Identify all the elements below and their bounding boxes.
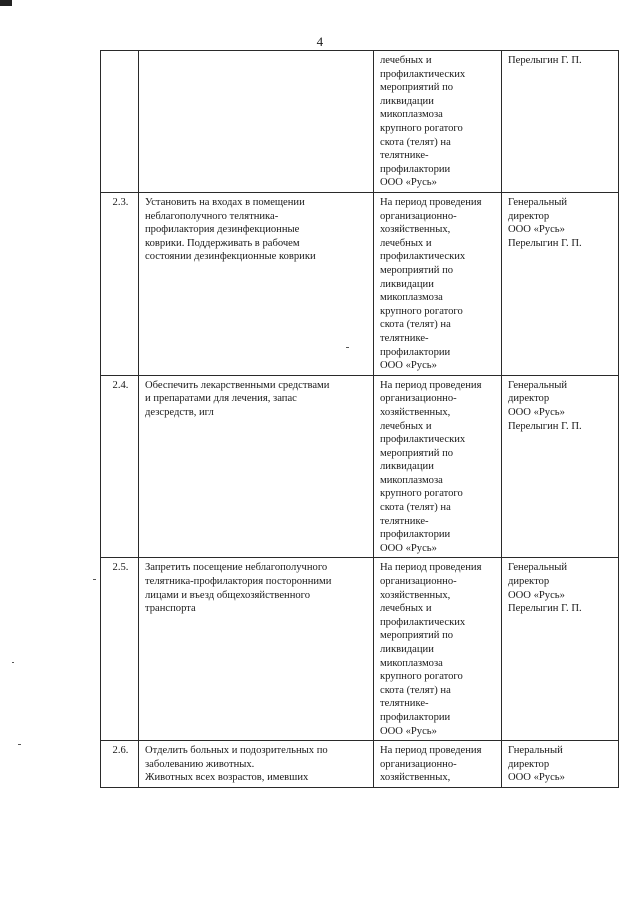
responsible-cell-line: ООО «Русь»: [508, 224, 565, 236]
term-cell-line: ликвидации: [380, 461, 434, 473]
term-cell-line: профилактории: [380, 163, 451, 175]
term-cell-line: телятнике-: [380, 515, 429, 527]
term-cell-line: крупного рогатого: [380, 671, 463, 683]
term-cell-line: профилактории: [380, 711, 451, 723]
responsible-cell-line: Перелыгин Г. П.: [508, 55, 582, 66]
responsible-cell: [502, 741, 619, 788]
term-cell-line: телятнике-: [380, 332, 429, 344]
term-cell: [374, 558, 502, 741]
responsible-cell-line: Генеральный: [508, 379, 568, 391]
term-cell-line: скота (телят) на: [380, 502, 451, 514]
term-cell-line: ликвидации: [380, 644, 434, 655]
term-cell-line: микоплазмоза: [380, 292, 443, 304]
action-cell-line: Установить на входах в помещении: [145, 197, 305, 208]
action-cell-line: лицами и въезд общехозяйственного: [145, 589, 311, 601]
responsible-cell-line: Гнеральный: [508, 745, 563, 757]
responsible-cell-line: Перелыгин Г. П.: [508, 603, 582, 615]
action-cell-line: Обеспечить лекарственными средствами: [145, 379, 330, 391]
responsible-cell: [502, 375, 619, 558]
responsible-cell-line: директор: [508, 576, 550, 588]
table-row: [101, 51, 619, 193]
term-cell-line: хозяйственных,: [380, 772, 451, 784]
table-row: [101, 741, 619, 788]
action-cell-line: Запретить посещение неблагополучного: [145, 562, 328, 574]
action-cell: [139, 193, 374, 376]
action-cell: [139, 558, 374, 741]
table-row: [101, 193, 619, 376]
term-cell-line: организационно-: [380, 210, 457, 222]
term-cell-line: хозяйственных,: [380, 589, 451, 601]
action-cell: [139, 741, 374, 788]
responsible-cell-line: Перелыгин Г. П.: [508, 237, 582, 249]
scan-speck: [93, 579, 96, 580]
term-cell-line: ООО «Русь»: [380, 542, 437, 554]
term-cell-line: мероприятий по: [380, 264, 454, 276]
action-cell-line: заболеванию животных.: [145, 758, 255, 770]
term-cell-line: крупного рогатого: [380, 305, 463, 317]
term-cell-line: организационно-: [380, 758, 457, 770]
action-cell-line: телятника-профилактория посторонними: [145, 576, 332, 588]
term-cell-line: лечебных и: [380, 420, 432, 432]
term-cell-line: ООО «Русь»: [380, 177, 437, 189]
term-cell: [374, 375, 502, 558]
responsible-cell-line: Генеральный: [508, 197, 568, 208]
term-cell-line: хозяйственных,: [380, 406, 451, 418]
term-cell-line: мероприятий по: [380, 630, 454, 642]
responsible-cell-line: ООО «Русь»: [508, 589, 565, 601]
term-cell: [374, 193, 502, 376]
responsible-cell: [502, 558, 619, 741]
term-cell-line: профилактических: [380, 434, 466, 446]
term-cell-line: ликвидации: [380, 278, 434, 290]
term-cell-line: профилактории: [380, 529, 451, 541]
responsible-cell-line: директор: [508, 758, 550, 770]
responsible-cell-line: Генеральный: [508, 562, 568, 574]
term-cell-line: На период проведения: [380, 379, 482, 391]
term-cell-line: профилактических: [380, 68, 466, 80]
term-cell-line: На период проведения: [380, 745, 482, 757]
action-cell-line: состоянии дезинфекционные коврики: [145, 251, 316, 263]
item-number: 2.5.: [101, 558, 139, 741]
term-cell-line: На период проведения: [380, 197, 482, 208]
action-cell: [139, 375, 374, 558]
term-cell-line: организационно-: [380, 393, 457, 405]
term-cell-line: мероприятий по: [380, 447, 454, 459]
action-cell-line: и препаратами для лечения, запас: [145, 393, 297, 405]
page-number: 4: [316, 34, 324, 49]
term-cell-line: хозяйственных,: [380, 224, 451, 236]
action-cell-line: транспорта: [145, 603, 196, 615]
responsible-cell: [502, 51, 619, 193]
term-cell-line: скота (телят) на: [380, 136, 451, 148]
scan-speck: [18, 744, 21, 745]
responsible-cell-line: ООО «Русь»: [508, 406, 565, 418]
item-number: 2.6.: [101, 741, 139, 788]
term-cell-line: ликвидации: [380, 95, 434, 107]
measures-table: [100, 50, 619, 788]
term-cell-line: крупного рогатого: [380, 122, 463, 134]
item-number: 2.3.: [101, 193, 139, 376]
responsible-cell-line: ООО «Русь»: [508, 772, 565, 784]
term-cell-line: профилактории: [380, 346, 451, 358]
responsible-cell-line: директор: [508, 393, 550, 405]
action-cell: [139, 51, 374, 193]
table-row: [101, 375, 619, 558]
action-cell-line: Отделить больных и подозрительных по: [145, 745, 328, 757]
action-cell-line: неблагополучного телятника-: [145, 210, 279, 222]
term-cell-line: скота (телят) на: [380, 319, 451, 331]
term-cell-line: скота (телят) на: [380, 684, 451, 696]
term-cell-line: мероприятий по: [380, 82, 454, 94]
scan-speck: [12, 662, 14, 663]
term-cell-line: профилактических: [380, 616, 466, 628]
term-cell-line: лечебных и: [380, 603, 432, 615]
term-cell: [374, 741, 502, 788]
term-cell-line: ООО «Русь»: [380, 360, 437, 372]
term-cell-line: телятнике-: [380, 698, 429, 710]
term-cell-line: микоплазмоза: [380, 474, 443, 486]
item-number: [101, 51, 139, 193]
action-cell-line: дезсредств, игл: [145, 406, 214, 418]
term-cell-line: микоплазмоза: [380, 109, 443, 121]
action-cell-line: Животных всех возрастов, имевших: [145, 772, 309, 784]
item-number: 2.4.: [101, 375, 139, 558]
scan-corner-mark: [0, 0, 12, 6]
term-cell-line: лечебных и: [380, 237, 432, 249]
action-cell-line: коврики. Поддерживать в рабочем: [145, 237, 300, 249]
term-cell-line: крупного рогатого: [380, 488, 463, 500]
term-cell-line: На период проведения: [380, 562, 482, 574]
responsible-cell: [502, 193, 619, 376]
responsible-cell-line: Перелыгин Г. П.: [508, 420, 582, 432]
term-cell: [374, 51, 502, 193]
term-cell-line: организационно-: [380, 576, 457, 588]
measures-table-body: [101, 51, 619, 788]
action-cell-line: профилактория дезинфекционные: [145, 224, 300, 236]
table-row: [101, 558, 619, 741]
term-cell-line: микоплазмоза: [380, 657, 443, 669]
term-cell-line: профилактических: [380, 251, 466, 263]
term-cell-line: телятнике-: [380, 150, 429, 162]
term-cell-line: ООО «Русь»: [380, 725, 437, 737]
responsible-cell-line: директор: [508, 210, 550, 222]
term-cell-line: лечебных и: [380, 55, 432, 66]
